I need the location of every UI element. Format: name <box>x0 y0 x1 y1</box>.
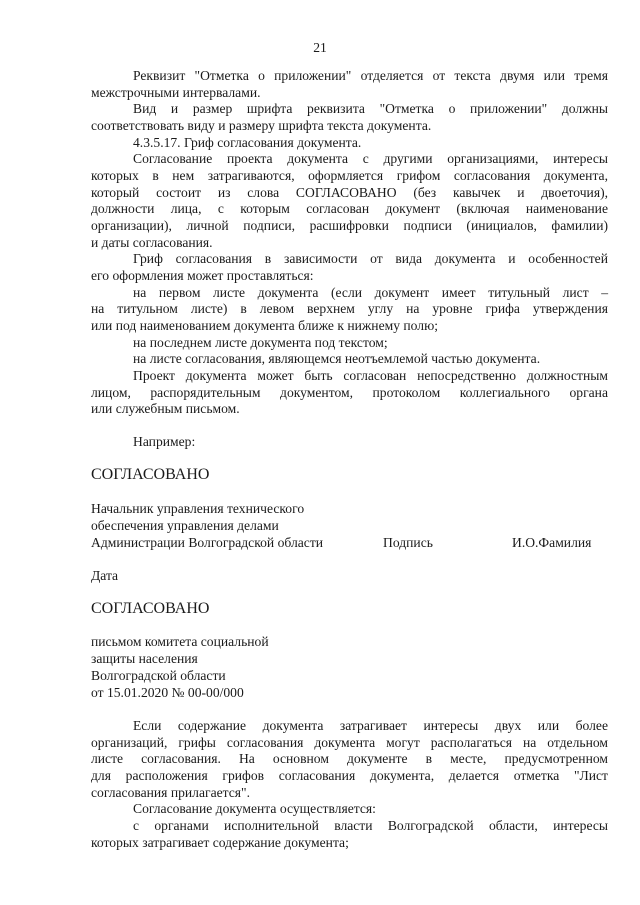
list-item: с органами исполнительной власти Волгоградской области, интересы <box>133 818 608 833</box>
list-item: на последнем листе документа под текстом; <box>133 335 388 350</box>
approval-source: письмом комитета социальной <box>91 634 269 649</box>
text-line: Гриф согласования в зависимости от вида документа и особенностей <box>133 251 608 266</box>
text-line: и даты согласования. <box>91 235 213 250</box>
text-line: или под наименованием документа ближе к нижнему полю; <box>91 318 439 333</box>
approval-source: Волгоградской области <box>91 668 226 683</box>
page-number: 21 <box>313 40 327 55</box>
text-line: которых в нем затрагиваются, оформляется грифом согласования документа, <box>91 168 608 183</box>
text-line: листе согласования. На основном документе в месте, предусмотренном <box>91 751 608 766</box>
list-item: на первом листе документа (если документ имеет титульный лист – <box>133 285 608 300</box>
text-line: согласования прилагается". <box>91 785 250 800</box>
text-line: Если содержание документа затрагивает интересы двух или более <box>133 718 608 733</box>
text-line: его оформления может проставляться: <box>91 268 314 283</box>
approver-position: Администрации Волгоградской области <box>91 535 324 550</box>
text-line: для расположения грифов согласования документа, делается отметка "Лист <box>91 768 608 783</box>
approver-position: Начальник управления технического <box>91 501 305 516</box>
text-line: который состоит из слова СОГЛАСОВАНО (без кавычек и двоеточия), <box>91 185 608 200</box>
text-line: Согласование проекта документа с другими организациями, интересы <box>133 151 608 166</box>
text-line: или служебным письмом. <box>91 401 240 416</box>
approval-source: защиты населения <box>91 651 198 666</box>
text-line: лицом, распорядительным документом, протоколом коллегиального органа <box>91 385 608 400</box>
approval-stamp-title: СОГЛАСОВАНО <box>91 466 210 483</box>
text-line: Реквизит "Отметка о приложении" отделяется от текста двумя или тремя <box>133 68 608 83</box>
text-line: Согласование документа осуществляется: <box>133 801 376 816</box>
approval-source-date: от 15.01.2020 № 00-00/000 <box>91 685 244 700</box>
example-label: Например: <box>133 434 196 449</box>
text-line: которых затрагивает содержание документа; <box>91 835 349 850</box>
text-line: должности лица, с которым согласован документ (включая наименование <box>91 201 608 216</box>
text-line: соответствовать виду и размеру шрифта текста документа. <box>91 118 432 133</box>
text-line: Проект документа может быть согласован непосредственно должностным <box>133 368 608 383</box>
approver-position: обеспечения управления делами <box>91 518 279 533</box>
text-line: на титульном листе) в левом верхнем углу на уровне грифа утверждения <box>91 301 608 316</box>
text-line: организаций, грифы согласования документа могут располагаться на отдельном <box>91 735 608 750</box>
date-placeholder: Дата <box>91 568 119 583</box>
signer-name: И.О.Фамилия <box>512 535 592 550</box>
approval-stamp-title: СОГЛАСОВАНО <box>91 600 210 617</box>
signature-placeholder: Подпись <box>383 535 433 550</box>
text-line: межстрочными интервалами. <box>91 85 261 100</box>
text-line: Вид и размер шрифта реквизита "Отметка о приложении" должны <box>133 101 608 116</box>
list-item: на листе согласования, являющемся неотъемлемой частью документа. <box>133 351 541 366</box>
text-line: организации), личной подписи, расшифровки подписи (инициалов, фамилии) <box>91 218 608 233</box>
section-heading: 4.3.5.17. Гриф согласования документа. <box>133 135 362 150</box>
